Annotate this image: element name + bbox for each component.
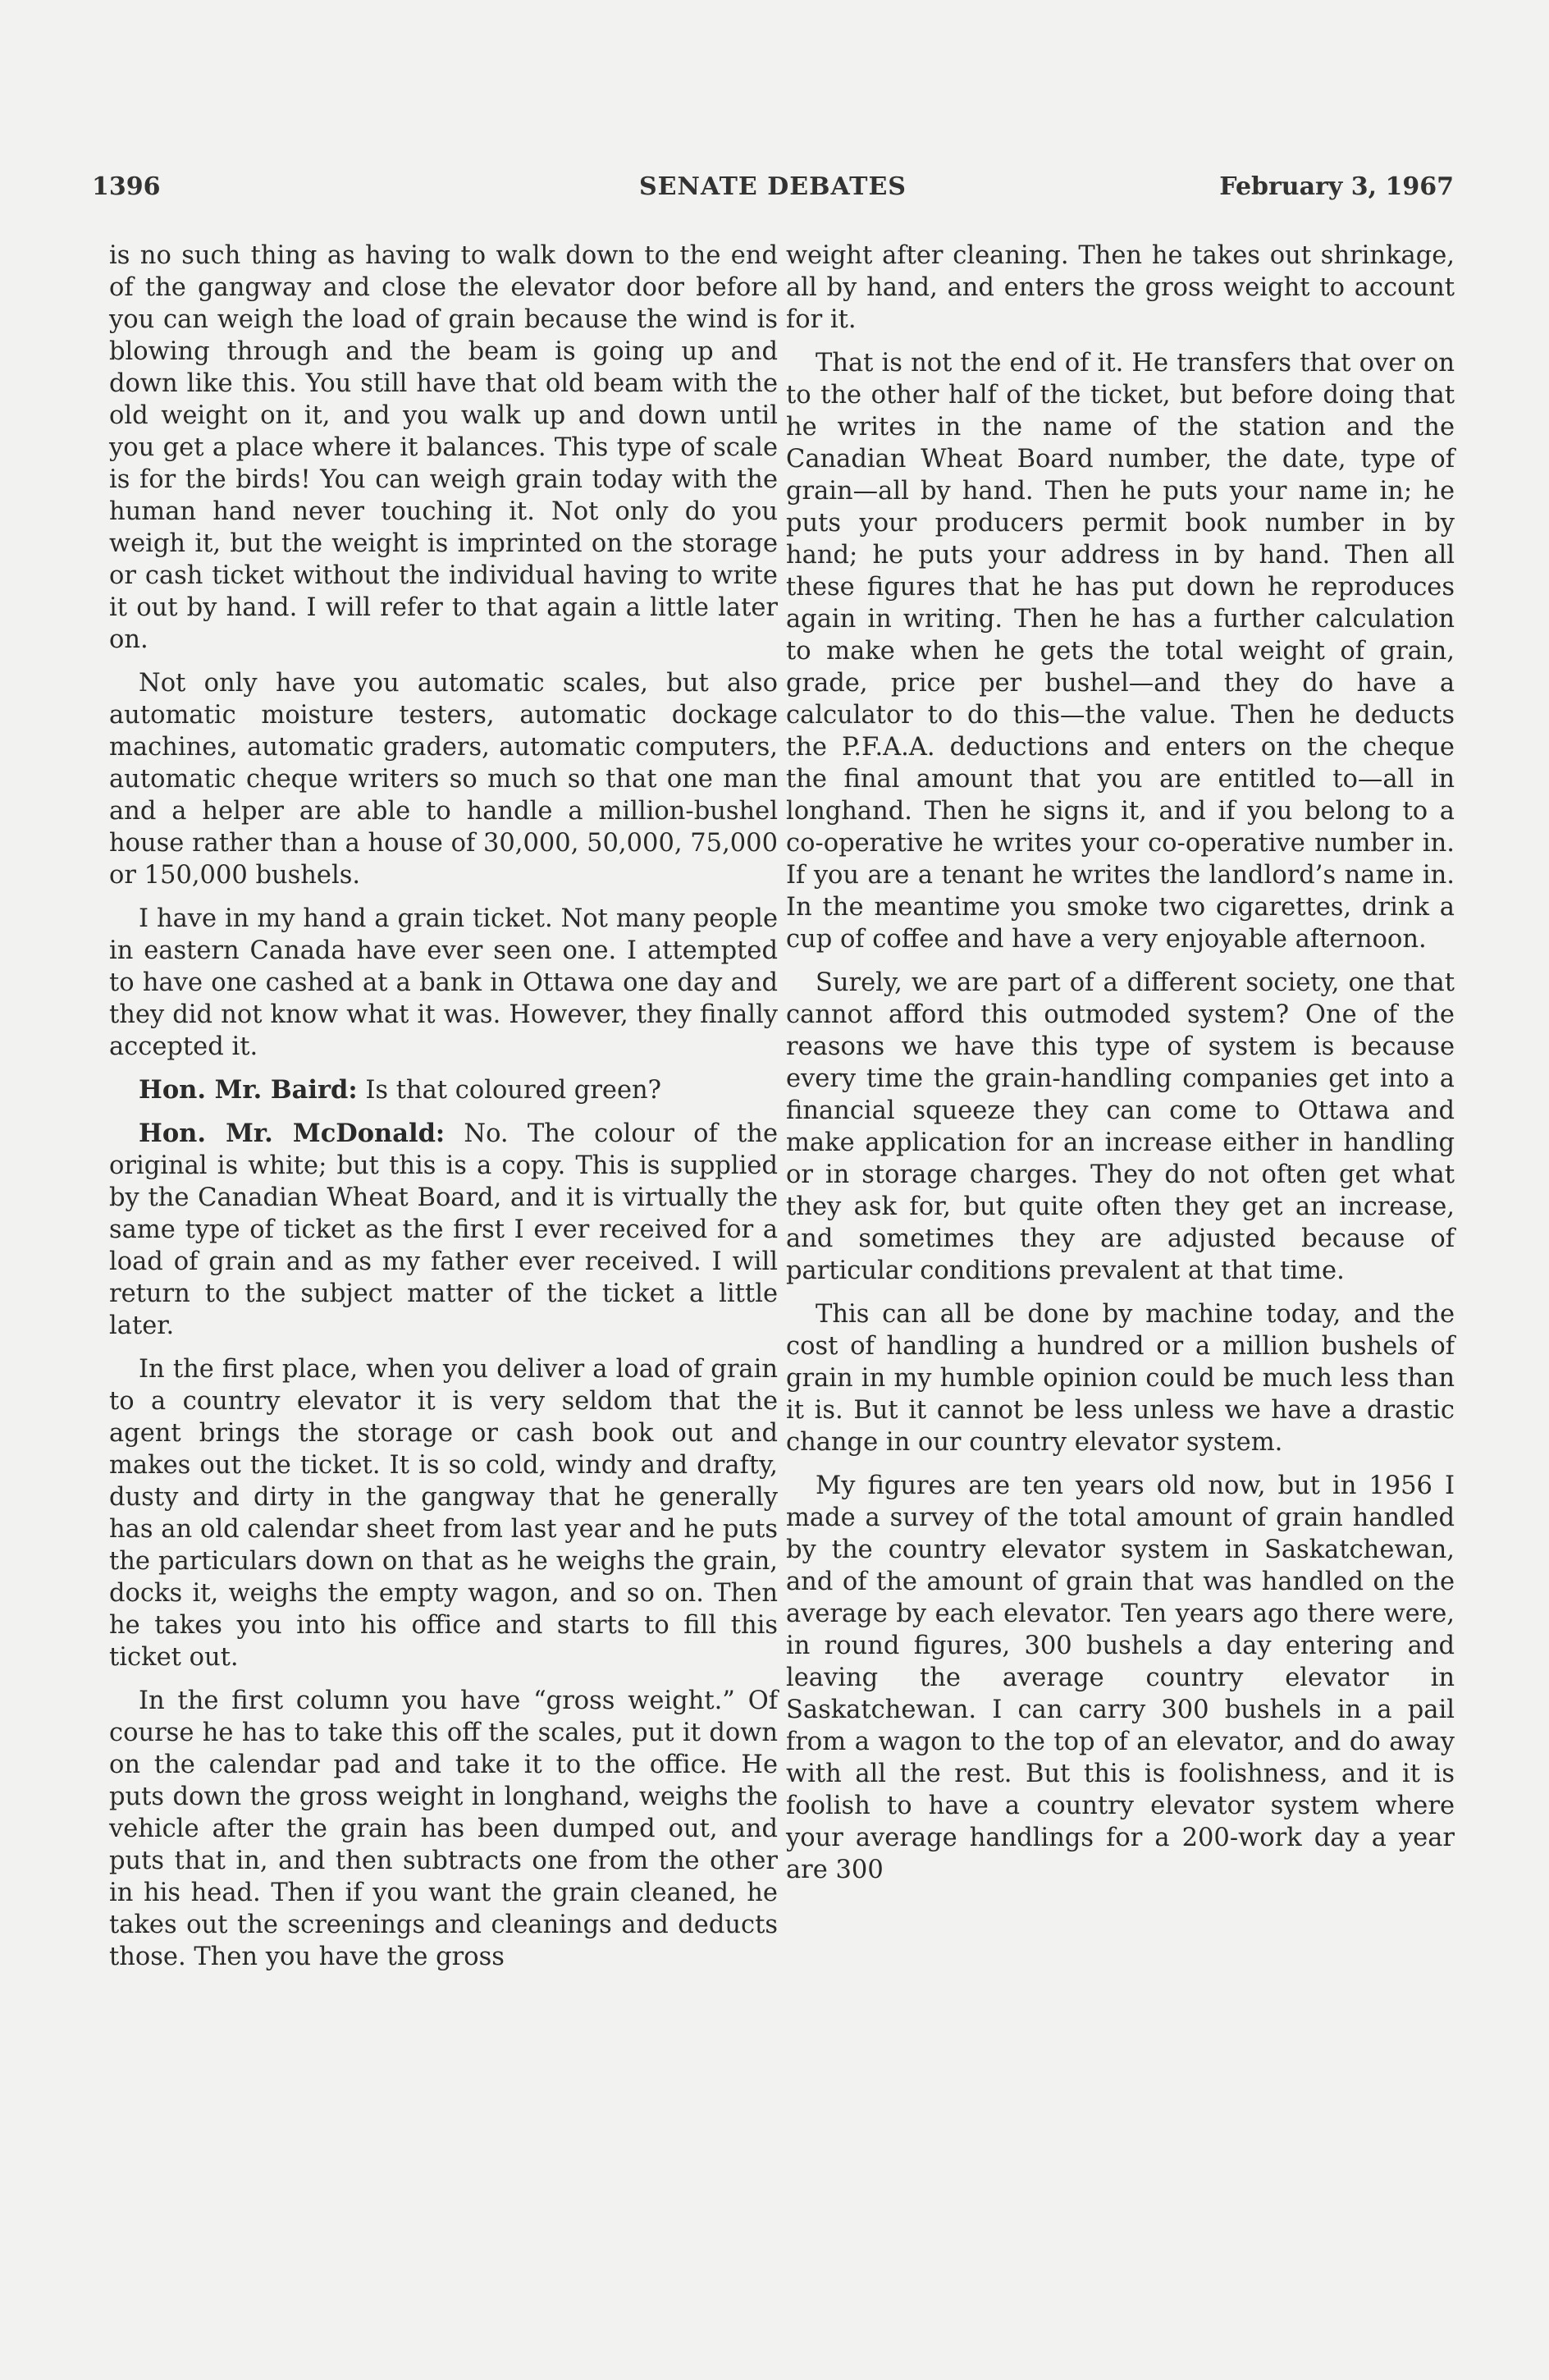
- speech-text: Is that coloured green?: [357, 1076, 662, 1105]
- paragraph: I have in my hand a grain ticket. Not many people in eastern Canada have ever seen one. I attempted to have one cashed at a bank in Ottawa one day and they did not know what it was. However, they finally accepted it.: [109, 904, 778, 1061]
- speaker-name: Hon. Mr. McDonald:: [139, 1119, 446, 1148]
- right-column: [786, 240, 1455, 1897]
- paragraph: My figures are ten years old now, but in 1956 I made a survey of the total amount of grain handled by the country elevator system in Saskatchewan, and of the amount of grain that was handled on the average by each elevator. Ten years ago there were, in round figures, 300 bushels a day entering and leaving the average country elevator in Saskatchewan. I can carry 300 bushels in a pail from a wagon to the top of an elevator, and do away with all the rest. But this is foolishness, and it is foolish to have a country elevator system where your average handlings for a 200-work day a year are 300: [786, 1471, 1455, 1884]
- left-column: [109, 240, 778, 1984]
- paragraph: Surely, we are part of a different society, one that cannot afford this outmoded system? One of the reasons we have this type of system is because every time the grain-handling companies get into a financial squeeze they can come to Ottawa and make application for an increase either in handling or in storage charges. They do not often get what they ask for, but quite often they get an increase, and sometimes they are adjusted because of particular conditions prevalent at that time.: [786, 968, 1455, 1285]
- paragraph: This can all be done by machine today, and the cost of handling a hundred or a million bushels of grain in my humble opinion could be much less than it is. But it cannot be less unless we have a drastic change in our country elevator system.: [786, 1300, 1455, 1457]
- speech-paragraph: [109, 1118, 778, 1342]
- publication-title: SENATE DEBATES: [639, 172, 907, 201]
- paragraph: In the first column you have “gross weight.” Of course he has to take this off the scales, put it down on the calendar pad and take it to the office. He puts down the gross weight in longhand, weighs the vehicle after the grain has been dumped out, and puts that in, and then subtracts one from the other in his head. Then if you want the grain cleaned, he takes out the screenings and cleanings and deducts those. Then you have the gross: [109, 1687, 778, 1971]
- paragraph: In the first place, when you deliver a load of grain to a country elevator it is very seldom that the agent brings the storage or cash book out and makes out the ticket. It is so cold, windy and drafty, dusty and dirty in the gangway that he generally has an old calendar sheet from last year and he puts the particulars down on that as he weighs the grain, docks it, weighs the empty wagon, and so on. Then he takes you into his office and starts to fill this ticket out.: [109, 1355, 778, 1672]
- page-number: 1396: [92, 172, 161, 201]
- page-header: [92, 172, 1454, 213]
- speech-paragraph: [109, 1074, 778, 1106]
- paragraph: Not only have you automatic scales, but also automatic moisture testers, automatic dockage machines, automatic graders, automatic computers, automatic cheque writers so much so that one man and a helper are able to handle a million-bushel house rather than a house of 30,000, 50,000, 75,000 or 150,000 bushels.: [109, 669, 778, 890]
- speaker-name: Hon. Mr. Baird:: [139, 1075, 358, 1105]
- paragraph: That is not the end of it. He transfers that over on to the other half of the ticket, but before doing that he writes in the name of the station and the Canadian Wheat Board number, the date, type of grain—all by hand. Then he puts your name in; he puts your producers permit book number in by hand; he puts your address in by hand. Then all these figures that he has put down he reproduces again in writing. Then he has a further calculation to make when he gets the total weight of grain, grade, price per bushel—and they do have a calculator to do this—the value. Then he deducts the P.F.A.A. deductions and enters on the cheque the final amount that you are entitled to—all in longhand. Then he signs it, and if you belong to a co-operative he writes your co-operative number in. If you are a tenant he writes the landlord’s name in. In the meantime you smoke two cigarettes, drink a cup of coffee and have a very enjoyable afternoon.: [786, 349, 1455, 954]
- header-date: February 3, 1967: [1219, 172, 1454, 201]
- paragraph: is no such thing as having to walk down to the end of the gangway and close the elevator door before you can weigh the load of grain because the wind is blowing through and the beam is going up and down like this. You still have that old beam with the old weight on it, and you walk up and down until you get a place where it balances. This type of scale is for the birds! You can weigh grain today with the human hand never touching it. Not only do you weigh it, but the weight is imprinted on the storage or cash ticket without the individual having to write it out by hand. I will refer to that again a little later on.: [109, 241, 778, 654]
- paragraph: weight after cleaning. Then he takes out shrinkage, all by hand, and enters the gross weight to account for it.: [786, 241, 1455, 334]
- speech-text: No. The colour of the original is white; but this is a copy. This is supplied by the Canadian Wheat Board, and it is virtually the same type of ticket as the first I ever received for a load of grain and as my father ever received. I will return to the subject matter of the ticket a little later.: [109, 1119, 779, 1340]
